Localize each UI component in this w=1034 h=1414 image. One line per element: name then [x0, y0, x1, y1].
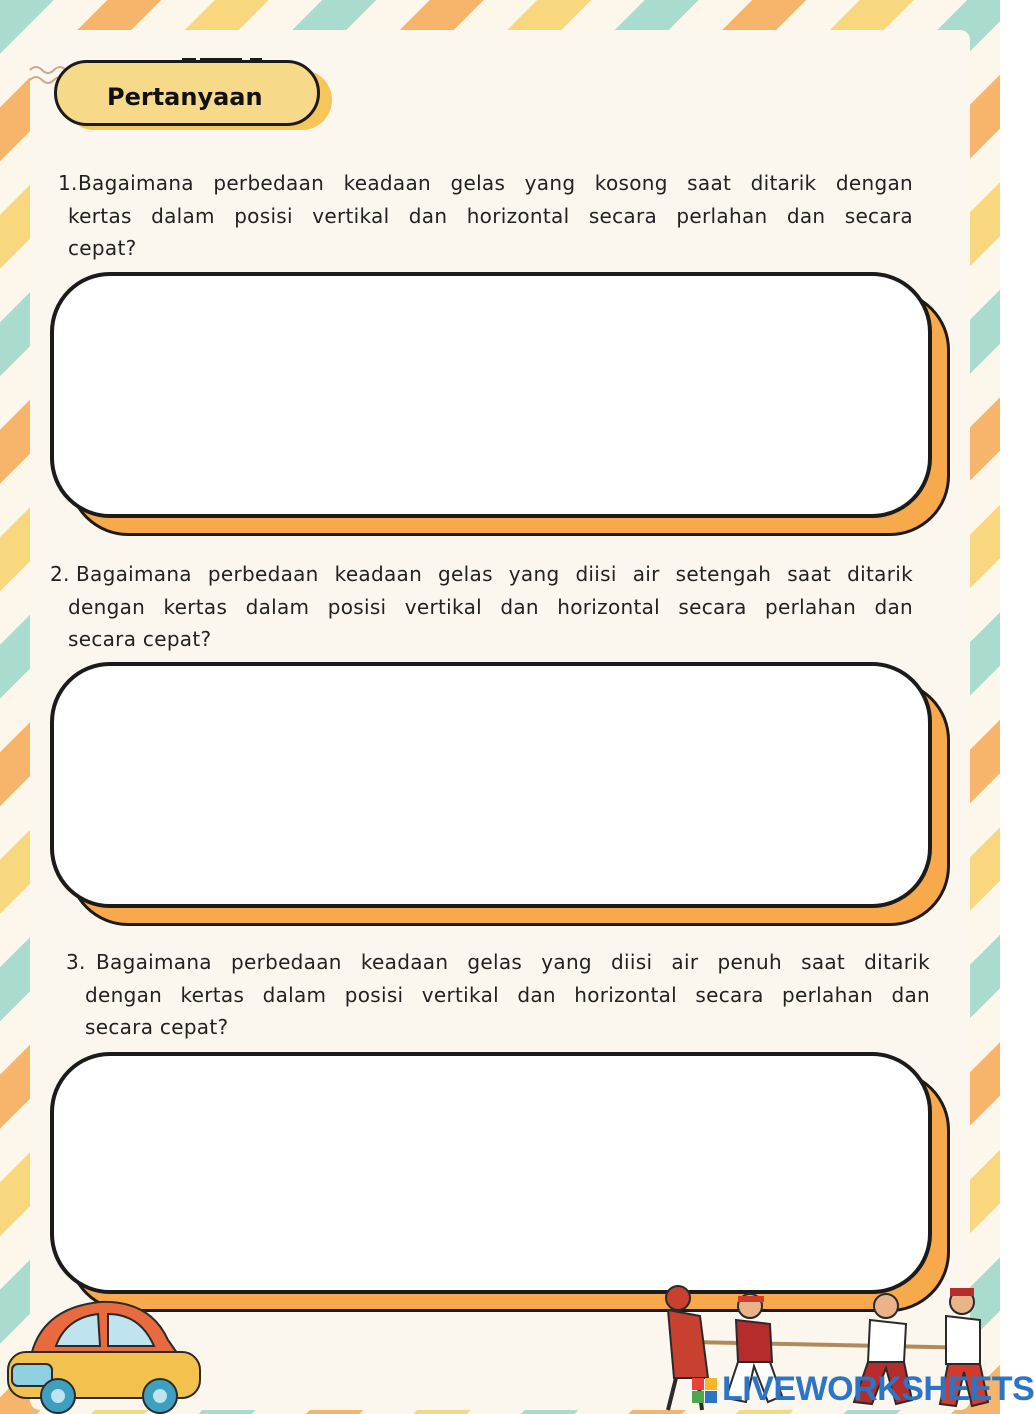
question-number: 3. — [66, 950, 86, 974]
answer-field[interactable] — [50, 662, 932, 908]
question-text-line: kertas dalam posisi vertikal dan horizontal secara perlahan dan secara — [68, 203, 913, 228]
question-text-line: cepat? — [68, 236, 137, 260]
answer-box-2[interactable] — [50, 662, 932, 908]
question-2 — [50, 558, 913, 656]
car-illustration — [0, 1290, 210, 1414]
answer-field[interactable] — [50, 272, 932, 518]
question-text-line: dengan kertas dalam posisi vertikal dan horizontal secara perlahan dan — [85, 982, 930, 1007]
question-text-line: secara cepat? — [68, 627, 212, 651]
answer-field[interactable] — [50, 1052, 932, 1294]
question-text-line: Bagaimana perbedaan keadaan gelas yang diisi air setengah saat ditarik — [76, 562, 913, 586]
question-text-line: secara cepat? — [85, 1015, 229, 1039]
liveworksheets-logo-icon — [692, 1378, 718, 1404]
question-number: 1. — [58, 171, 78, 195]
heading-title: Pertanyaan — [107, 83, 263, 111]
answer-box-3[interactable] — [50, 1052, 932, 1294]
answer-box-1[interactable] — [50, 272, 932, 518]
question-1 — [58, 167, 913, 265]
question-text-line: dengan kertas dalam posisi vertikal dan horizontal secara perlahan dan — [68, 594, 913, 619]
question-3 — [66, 946, 930, 1044]
heading-pill — [54, 60, 320, 126]
question-number: 2. — [50, 562, 70, 586]
question-text-line: Bagaimana perbedaan keadaan gelas yang diisi air penuh saat ditarik — [96, 950, 930, 974]
section-heading — [54, 60, 334, 134]
watermark-text: LIVEWORKSHEETS — [722, 1370, 1034, 1408]
question-text-line: Bagaimana perbedaan keadaan gelas yang kosong saat ditarik dengan — [78, 171, 913, 195]
